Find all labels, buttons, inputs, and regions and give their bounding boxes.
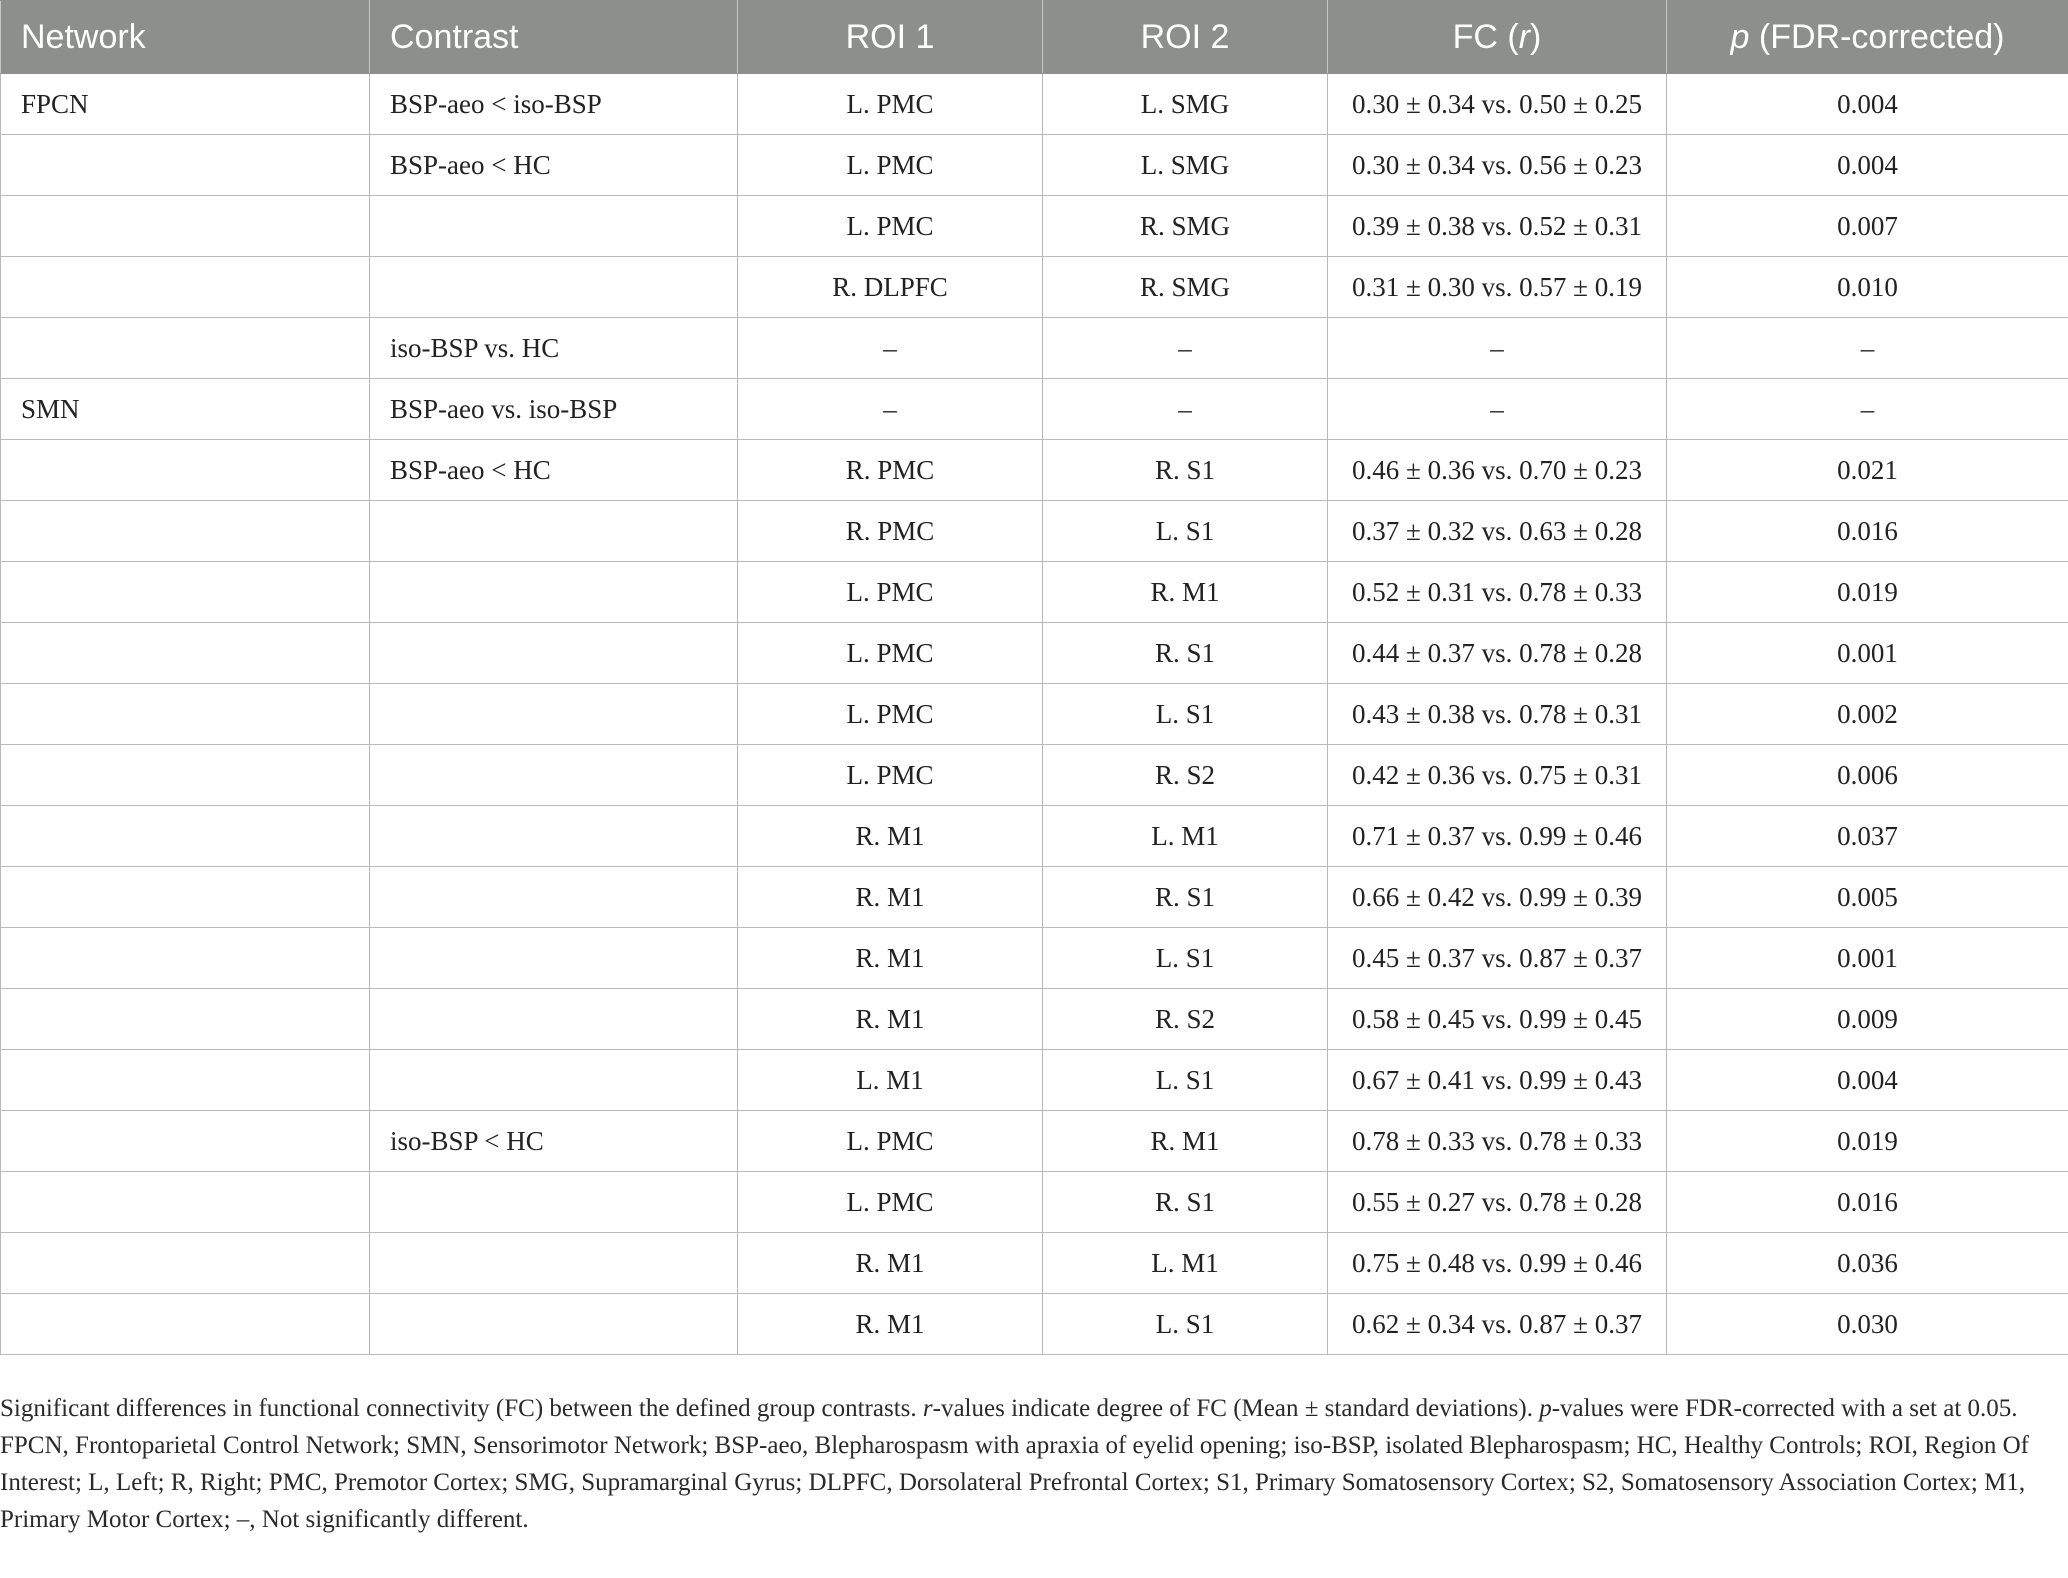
cell-fc: 0.31 ± 0.30 vs. 0.57 ± 0.19	[1328, 257, 1667, 318]
table-row	[1, 1294, 2068, 1355]
cell-roi1: R. M1	[738, 806, 1043, 867]
cell-roi1: –	[738, 379, 1043, 440]
cell-fc: 0.37 ± 0.32 vs. 0.63 ± 0.28	[1328, 501, 1667, 562]
table-row	[1, 562, 2068, 623]
cell-roi2: L. S1	[1043, 1050, 1328, 1111]
table-row	[1, 318, 2068, 379]
cell-roi2: R. S1	[1043, 867, 1328, 928]
cell-roi1: R. M1	[738, 1294, 1043, 1355]
table-row	[1, 806, 2068, 867]
table-row	[1, 501, 2068, 562]
cell-contrast: BSP-aeo < HC	[370, 135, 738, 196]
header-fc	[1328, 1, 1667, 74]
cell-contrast	[370, 1172, 738, 1233]
cell-p: –	[1667, 379, 2068, 440]
header-fc-prefix: FC (	[1452, 17, 1519, 56]
cell-roi2: L. S1	[1043, 684, 1328, 745]
cell-p: 0.004	[1667, 135, 2068, 196]
cell-contrast	[370, 196, 738, 257]
header-row	[1, 1, 2068, 74]
cell-p: 0.007	[1667, 196, 2068, 257]
cell-roi1: L. PMC	[738, 1111, 1043, 1172]
cell-network	[1, 806, 370, 867]
table-row	[1, 196, 2068, 257]
cell-roi2: L. S1	[1043, 928, 1328, 989]
cell-network	[1, 1050, 370, 1111]
cell-p: 0.036	[1667, 1233, 2068, 1294]
cell-network	[1, 440, 370, 501]
cell-p: 0.037	[1667, 806, 2068, 867]
cell-contrast	[370, 562, 738, 623]
table-row	[1, 745, 2068, 806]
cell-p: 0.006	[1667, 745, 2068, 806]
cell-roi2: L. S1	[1043, 501, 1328, 562]
table-row	[1, 379, 2068, 440]
cell-roi1: R. M1	[738, 928, 1043, 989]
cell-p: 0.019	[1667, 562, 2068, 623]
cell-contrast	[370, 1050, 738, 1111]
cell-contrast: iso-BSP < HC	[370, 1111, 738, 1172]
cell-roi2: R. SMG	[1043, 196, 1328, 257]
cell-contrast	[370, 623, 738, 684]
cell-roi1: L. PMC	[738, 684, 1043, 745]
table-row	[1, 257, 2068, 318]
cell-roi1: L. PMC	[738, 745, 1043, 806]
cell-contrast	[370, 501, 738, 562]
cell-roi2: L. S1	[1043, 1294, 1328, 1355]
cell-roi1: L. PMC	[738, 135, 1043, 196]
header-p-var: p	[1730, 17, 1750, 56]
table-row	[1, 1233, 2068, 1294]
header-network: Network	[1, 1, 370, 74]
table-row	[1, 74, 2068, 135]
cell-network	[1, 867, 370, 928]
cell-network	[1, 135, 370, 196]
cell-p: 0.030	[1667, 1294, 2068, 1355]
cell-roi2: R. S1	[1043, 623, 1328, 684]
cell-roi1: L. PMC	[738, 74, 1043, 135]
cell-fc: 0.67 ± 0.41 vs. 0.99 ± 0.43	[1328, 1050, 1667, 1111]
cell-roi1: –	[738, 318, 1043, 379]
cell-contrast: BSP-aeo vs. iso-BSP	[370, 379, 738, 440]
header-contrast: Contrast	[370, 1, 738, 74]
cell-contrast	[370, 684, 738, 745]
cell-network	[1, 196, 370, 257]
cell-p: 0.001	[1667, 623, 2068, 684]
cell-network	[1, 501, 370, 562]
cell-fc: 0.78 ± 0.33 vs. 0.78 ± 0.33	[1328, 1111, 1667, 1172]
cell-p: 0.005	[1667, 867, 2068, 928]
table-row	[1, 623, 2068, 684]
cell-p: 0.004	[1667, 74, 2068, 135]
cell-fc: 0.43 ± 0.38 vs. 0.78 ± 0.31	[1328, 684, 1667, 745]
cell-network: FPCN	[1, 74, 370, 135]
cell-network	[1, 745, 370, 806]
cell-network	[1, 1294, 370, 1355]
table-row	[1, 1172, 2068, 1233]
cell-fc: –	[1328, 318, 1667, 379]
header-p-suffix: (FDR-corrected)	[1749, 17, 2005, 56]
footnote-p-var: p	[1539, 1395, 1552, 1422]
table-row	[1, 1050, 2068, 1111]
table-footnote	[0, 1390, 2030, 1538]
table-row	[1, 684, 2068, 745]
cell-fc: 0.58 ± 0.45 vs. 0.99 ± 0.45	[1328, 989, 1667, 1050]
cell-network	[1, 1111, 370, 1172]
cell-contrast: iso-BSP vs. HC	[370, 318, 738, 379]
cell-roi2: L. SMG	[1043, 135, 1328, 196]
table-body	[1, 74, 2068, 1355]
cell-roi2: R. SMG	[1043, 257, 1328, 318]
cell-network	[1, 562, 370, 623]
cell-roi2: –	[1043, 379, 1328, 440]
cell-roi1: R. M1	[738, 867, 1043, 928]
cell-roi2: R. S1	[1043, 1172, 1328, 1233]
cell-roi2: L. M1	[1043, 1233, 1328, 1294]
cell-contrast	[370, 806, 738, 867]
cell-roi2: R. S2	[1043, 745, 1328, 806]
table-row	[1, 989, 2068, 1050]
cell-p: 0.019	[1667, 1111, 2068, 1172]
cell-fc: 0.44 ± 0.37 vs. 0.78 ± 0.28	[1328, 623, 1667, 684]
cell-roi2: R. S1	[1043, 440, 1328, 501]
cell-contrast	[370, 867, 738, 928]
cell-network	[1, 623, 370, 684]
cell-contrast	[370, 257, 738, 318]
cell-p: 0.021	[1667, 440, 2068, 501]
cell-network	[1, 257, 370, 318]
cell-contrast: BSP-aeo < HC	[370, 440, 738, 501]
cell-roi1: L. PMC	[738, 562, 1043, 623]
cell-roi2: L. M1	[1043, 806, 1328, 867]
cell-roi1: L. PMC	[738, 196, 1043, 257]
cell-fc: 0.30 ± 0.34 vs. 0.50 ± 0.25	[1328, 74, 1667, 135]
cell-contrast	[370, 1233, 738, 1294]
footnote-r-var: r	[922, 1395, 933, 1422]
cell-network	[1, 1172, 370, 1233]
cell-p: 0.004	[1667, 1050, 2068, 1111]
cell-roi2: R. S2	[1043, 989, 1328, 1050]
footnote-text-2: -values indicate degree of FC (Mean ± standard deviations).	[932, 1395, 1540, 1422]
cell-roi2: –	[1043, 318, 1328, 379]
cell-fc: 0.42 ± 0.36 vs. 0.75 ± 0.31	[1328, 745, 1667, 806]
cell-network	[1, 318, 370, 379]
cell-fc: 0.71 ± 0.37 vs. 0.99 ± 0.46	[1328, 806, 1667, 867]
cell-fc: 0.55 ± 0.27 vs. 0.78 ± 0.28	[1328, 1172, 1667, 1233]
header-p	[1667, 1, 2068, 74]
cell-roi1: L. PMC	[738, 1172, 1043, 1233]
cell-contrast: BSP-aeo < iso-BSP	[370, 74, 738, 135]
cell-fc: 0.52 ± 0.31 vs. 0.78 ± 0.33	[1328, 562, 1667, 623]
cell-contrast	[370, 928, 738, 989]
cell-roi1: R. PMC	[738, 501, 1043, 562]
cell-fc: 0.30 ± 0.34 vs. 0.56 ± 0.23	[1328, 135, 1667, 196]
cell-p: 0.009	[1667, 989, 2068, 1050]
cell-roi2: R. M1	[1043, 1111, 1328, 1172]
cell-p: –	[1667, 318, 2068, 379]
cell-roi1: R. DLPFC	[738, 257, 1043, 318]
cell-network: SMN	[1, 379, 370, 440]
header-roi2: ROI 2	[1043, 1, 1328, 74]
header-fc-suffix: )	[1530, 17, 1542, 56]
cell-p: 0.016	[1667, 1172, 2068, 1233]
cell-p: 0.010	[1667, 257, 2068, 318]
cell-network	[1, 928, 370, 989]
cell-contrast	[370, 1294, 738, 1355]
footnote-text-1: Significant differences in functional connectivity (FC) between the defined group contrasts.	[0, 1395, 923, 1422]
cell-roi1: R. M1	[738, 1233, 1043, 1294]
cell-roi1: L. M1	[738, 1050, 1043, 1111]
cell-roi1: L. PMC	[738, 623, 1043, 684]
header-roi1: ROI 1	[738, 1, 1043, 74]
cell-fc: –	[1328, 379, 1667, 440]
cell-p: 0.016	[1667, 501, 2068, 562]
cell-p: 0.001	[1667, 928, 2068, 989]
footnote-text-3: -values were FDR-corrected with a set at 0.05. FPCN, Frontoparietal Control Network; SMN, Sensorimotor Network; BSP-aeo, Blepharospasm with apraxia of eyelid opening; iso-BSP, isolated Blepharospasm; HC, Healthy Controls; ROI, Region Of Interest; L, Left; R, Right; PMC, Premotor Cortex; SMG, Supramarginal Gyrus; DLPFC, Dorsolateral Prefrontal Cortex; S1, Primary Somatosensory Cortex; S2, Somatosensory Association Cortex; M1, Primary Motor Cortex; –, Not significantly different.	[0, 1395, 2029, 1533]
cell-fc: 0.45 ± 0.37 vs. 0.87 ± 0.37	[1328, 928, 1667, 989]
cell-fc: 0.75 ± 0.48 vs. 0.99 ± 0.46	[1328, 1233, 1667, 1294]
cell-network	[1, 989, 370, 1050]
cell-contrast	[370, 989, 738, 1050]
table-row	[1, 135, 2068, 196]
cell-fc: 0.62 ± 0.34 vs. 0.87 ± 0.37	[1328, 1294, 1667, 1355]
cell-fc: 0.66 ± 0.42 vs. 0.99 ± 0.39	[1328, 867, 1667, 928]
table-row	[1, 928, 2068, 989]
cell-fc: 0.46 ± 0.36 vs. 0.70 ± 0.23	[1328, 440, 1667, 501]
cell-fc: 0.39 ± 0.38 vs. 0.52 ± 0.31	[1328, 196, 1667, 257]
table-row	[1, 1111, 2068, 1172]
table-row	[1, 867, 2068, 928]
header-fc-var: r	[1518, 17, 1531, 56]
cell-network	[1, 1233, 370, 1294]
cell-roi1: R. PMC	[738, 440, 1043, 501]
cell-roi2: L. SMG	[1043, 74, 1328, 135]
table-header	[1, 1, 2068, 74]
cell-roi2: R. M1	[1043, 562, 1328, 623]
cell-roi1: R. M1	[738, 989, 1043, 1050]
table-row	[1, 440, 2068, 501]
cell-p: 0.002	[1667, 684, 2068, 745]
cell-contrast	[370, 745, 738, 806]
cell-network	[1, 684, 370, 745]
